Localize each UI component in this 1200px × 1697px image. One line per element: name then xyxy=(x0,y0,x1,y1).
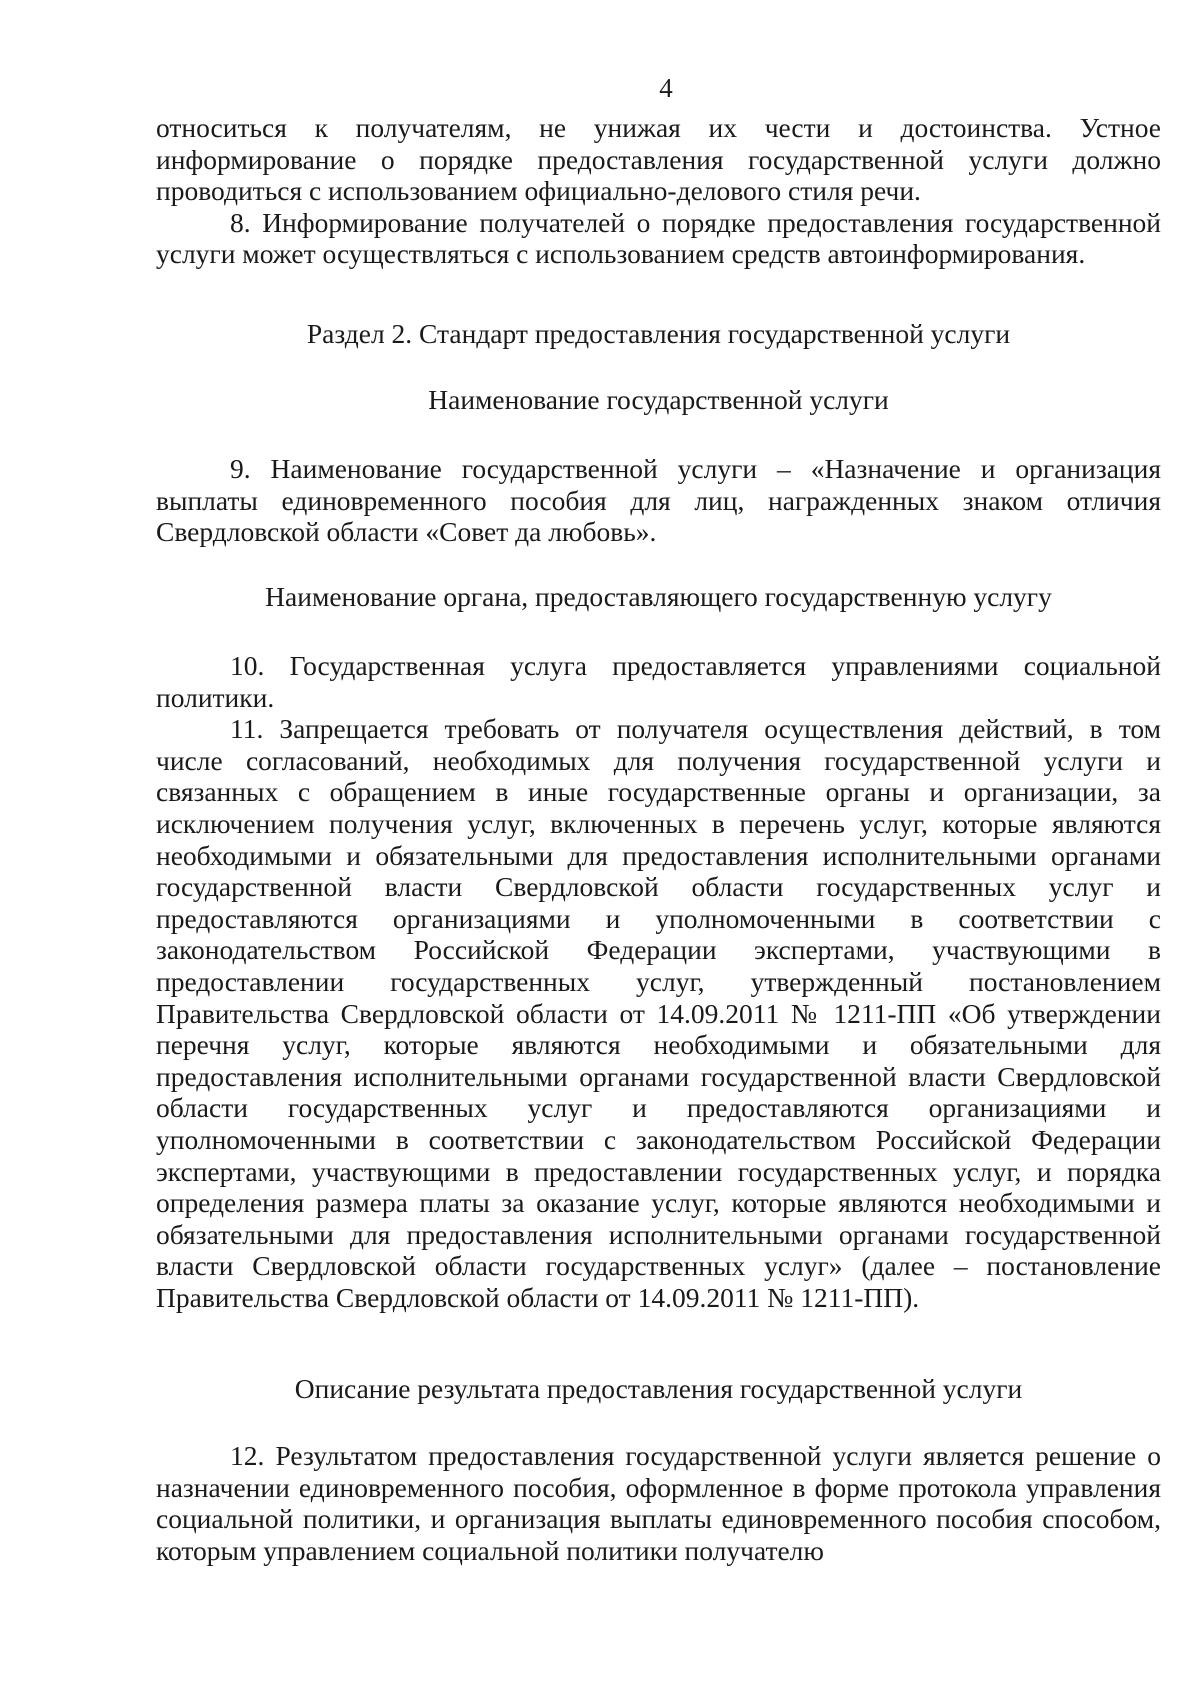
subheading-organ: Наименование органа, предоставляющего государственную услугу xyxy=(265,581,1052,612)
paragraph-10: 10. Государственная услуга предоставляется управлениями социальной политики. xyxy=(156,650,1161,713)
paragraph-9: 9. Наименование государственной услуги – «Назначение и организация выплаты единовременного пособия для лиц, награжденных знаком отличия Свердловской области «Совет да любовь». xyxy=(156,453,1161,548)
subheading-result: Описание результата предоставления государственной услуги xyxy=(294,1373,1023,1404)
section-heading: Раздел 2. Стандарт предоставления государственной услуги xyxy=(306,318,1011,349)
paragraph-continuation: относиться к получателям, не унижая их чести и достоинства. Устное информирование о порядке предоставления государственной услуги должно проводиться с использованием официально-делового стиля речи. xyxy=(156,112,1161,207)
text-block-service-name xyxy=(156,453,1161,548)
text-block-organ xyxy=(156,650,1161,1313)
paragraph-12: 12. Результатом предоставления государственной услуги является решение о назначении единовременного пособия, оформленное в форме протокола управления социальной политики, и организация выплаты единовременного пособия способом, которым управлением социальной политики получателю xyxy=(156,1440,1161,1566)
paragraph-11: 11. Запрещается требовать от получателя осуществления действий, в том числе согласований, необходимых для получения государственной услуги и связанных с обращением в иные государственные органы и организации, за исключением получения услуг, включенных в перечень услуг, которые являются необходимыми и обязательными для предоставления исполнительными органами государственной власти Свердловской области государственных услуг и предоставляются организациями и уполномоченными в соответствии с законодательством Российской Федерации экспертами, участвующими в предоставлении государственных услуг, утвержденный постановлением Правительства Свердловской области от 14.09.2011 № 1211-ПП «Об утверждении перечня услуг, которые являются необходимыми и обязательными для предоставления исполнительными органами государственной власти Свердловской области государственных услуг и предоставляются организациями и уполномоченными в соответствии с законодательством Российской Федерации экспертами, участвующими в предоставлении государственных услуг, и порядка определения размера платы за оказание услуг, которые являются необходимыми и обязательными для предоставления исполнительными органами государственной власти Свердловской области государственных услуг» (далее – постановление Правительства Свердловской области от 14.09.2011 № 1211-ПП). xyxy=(156,713,1161,1313)
text-block-top xyxy=(156,112,1161,270)
page-number: 4 xyxy=(659,73,673,103)
subheading-service-name: Наименование государственной услуги xyxy=(428,384,889,415)
text-block-result xyxy=(156,1440,1161,1566)
paragraph-8: 8. Информирование получателей о порядке предоставления государственной услуги может осуществляться с использованием средств автоинформирования. xyxy=(156,206,1161,270)
